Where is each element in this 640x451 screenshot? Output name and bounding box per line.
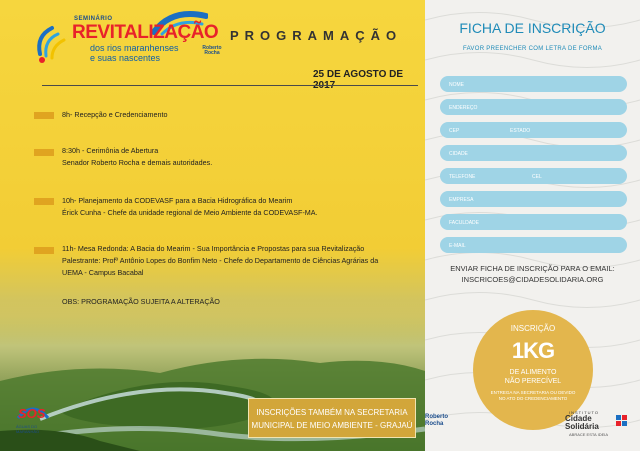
sos-logo (16, 402, 50, 438)
company-field[interactable] (440, 191, 627, 207)
program-title: PROGRAMAÇÃO (230, 28, 403, 43)
logo-institute-label: INSTITUTO (569, 410, 600, 415)
event-date: 25 DE AGOSTO DE (313, 69, 404, 80)
field-label: ENDEREÇO (449, 105, 478, 111)
send-email-address: INSCRICOES@CIDADESOLIDARIA.ORG (461, 275, 604, 284)
seminar-logo (32, 6, 222, 76)
field-label: EMPRESA (449, 197, 474, 203)
partner-logo: Roberto Rocha (202, 45, 222, 56)
logo-tagline: ABRACE ESTA IDEIA (569, 432, 609, 437)
send-instructions-line: ENVIAR FICHA DE INSCRIÇÃO PARA O EMAIL: (450, 264, 615, 273)
program-item (62, 145, 212, 169)
college-field[interactable] (440, 214, 627, 230)
field-label: NOME (449, 82, 464, 88)
field-label: CIDADE (449, 151, 468, 157)
item-marker (34, 149, 54, 156)
program-item-line: Érick Cunha - Chefe da unidade regional de Meio Ambiente da CODEVASF-MA. (62, 208, 318, 217)
field-label: CEL (532, 174, 542, 180)
badge-description-line: DE ALIMENTO (509, 369, 557, 376)
field-label: TELEFONE (449, 174, 476, 180)
item-marker (34, 198, 54, 205)
seminar-label: SEMINÁRIO (74, 16, 113, 22)
item-marker (34, 112, 54, 119)
roberto-rocha-logo (425, 414, 448, 428)
phone-field[interactable] (440, 168, 627, 184)
event-subtitle-line1: dos rios maranhenses (90, 43, 179, 53)
program-item-line: Palestrante: Profº Antônio Lopes do Bonfim Neto - Chefe do Departamento de Ciências Agrárias da (62, 256, 379, 265)
program-item-line: 10h- Planejamento da CODEVASF para a Bacia Hidrográfica do Mearim (62, 196, 293, 205)
program-item-line: UEMA - Campus Bacabal (62, 268, 144, 277)
registration-info-box (248, 398, 416, 438)
badge-note-line: NO ATO DO CREDENCIAMENTO (498, 396, 568, 401)
program-note: OBS: PROGRAMAÇÃO SUJEITA A ALTERAÇÃO (62, 297, 220, 306)
badge-description-line: NÃO PERECÍVEL (504, 378, 562, 385)
badge-label: INSCRIÇÃO (510, 324, 556, 333)
divider (42, 85, 418, 86)
hands-heart-icon (615, 414, 629, 428)
sos-logo-text: SOS (18, 406, 46, 421)
event-title: REVITALIZAÇÃO (72, 22, 219, 43)
event-subtitle-line2: e suas nascentes (90, 53, 161, 63)
field-label: E-MAIL (449, 243, 466, 249)
program-item-line: Senador Roberto Rocha e demais autoridades. (62, 158, 213, 167)
form-instructions: FAVOR PREENCHER COM LETRA DE FORMA (462, 46, 603, 52)
logo-line: Roberto (425, 414, 448, 420)
logo-name (565, 415, 599, 431)
field-label: CEP (449, 128, 460, 134)
logo-name-line: Cidade (565, 414, 592, 423)
city-field[interactable] (440, 145, 627, 161)
badge-note-line: ENTREGA NA SECRETARIA OU DEVIDO (490, 390, 576, 395)
email-field[interactable] (440, 237, 627, 253)
cep-state-field[interactable] (440, 122, 627, 138)
registration-info-line2: MUNICIPAL DE MEIO AMBIENTE - GRAJAÚ (251, 421, 413, 430)
sos-logo-subtitle: ÁGUAS DO MARANHÃO (16, 424, 40, 434)
program-item (62, 109, 167, 121)
logo-name-line: Solidária (565, 422, 599, 431)
program-item (62, 195, 318, 219)
form-title: FICHA DE INSCRIÇÃO (459, 20, 606, 36)
registration-form-panel (425, 0, 640, 451)
address-field[interactable] (440, 99, 627, 115)
logo-line: Rocha (425, 421, 444, 427)
badge-description (473, 368, 593, 386)
program-item-line: 8:30h - Cerimônia de Abertura (62, 146, 159, 155)
badge-note (483, 390, 583, 402)
name-field[interactable] (440, 76, 627, 92)
badge-amount: 1KG (511, 338, 555, 363)
registration-info-line1: INSCRIÇÕES TAMBÉM NA SECRETARIA (256, 408, 408, 417)
program-item-line: 11h- Mesa Redonda: A Bacia do Mearim - Sua Importância e Propostas para sua Revitalização (62, 244, 365, 253)
program-item (62, 243, 378, 279)
program-item-line: 8h- Recepção e Credenciamento (62, 110, 168, 119)
cidade-solidaria-logo (565, 410, 635, 440)
field-label: FACULDADE (449, 220, 480, 226)
item-marker (34, 247, 54, 254)
send-instructions (425, 263, 640, 285)
field-label: ESTADO (510, 128, 531, 134)
